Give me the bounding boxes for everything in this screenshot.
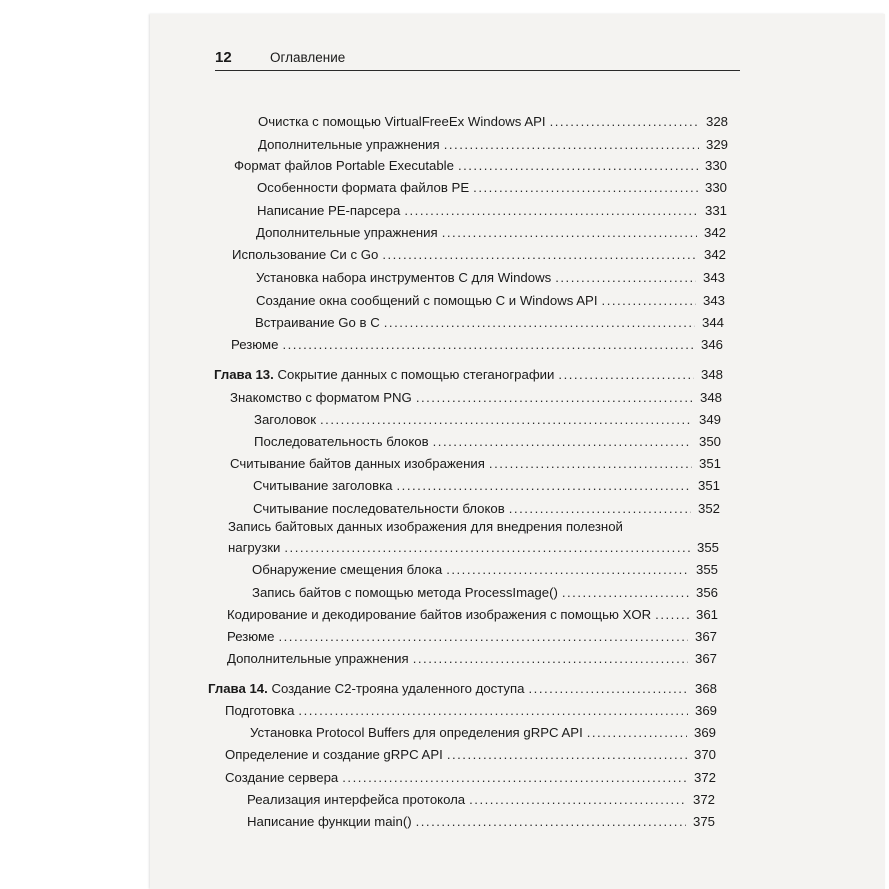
toc-entry-title: Считывание последовательности блоков xyxy=(253,501,505,516)
toc-leader xyxy=(397,478,692,494)
toc-entry-title: Заголовок xyxy=(254,412,317,427)
toc-entry-page: 375 xyxy=(692,814,715,829)
toc-entry-title: Создание сервера xyxy=(225,770,339,785)
toc-entry-title: Установка набора инструментов C для Windows xyxy=(256,270,552,285)
toc-entry xyxy=(252,581,718,601)
toc-entry-page: 330 xyxy=(704,158,727,173)
toc-entry-page: 372 xyxy=(692,792,715,807)
toc-entry-title: Подготовка xyxy=(225,703,295,718)
toc-entry-page: 370 xyxy=(693,747,716,762)
toc-entry-title: Формат файлов Portable Executable xyxy=(234,158,454,173)
toc-entry-page: 351 xyxy=(697,478,720,493)
toc-entry-page: 367 xyxy=(694,629,717,644)
toc-entry-page: 351 xyxy=(698,456,721,471)
toc-entry xyxy=(256,266,725,286)
toc-entry-page: 356 xyxy=(695,585,718,600)
toc-entry xyxy=(250,721,716,741)
toc-entry-page: 331 xyxy=(704,203,727,218)
toc-entry xyxy=(256,289,725,309)
page-header xyxy=(215,48,740,71)
toc-entry xyxy=(234,154,727,174)
toc-leader xyxy=(282,337,694,353)
toc-entry-page: 372 xyxy=(693,770,716,785)
toc-leader xyxy=(469,792,686,808)
toc-entry xyxy=(227,603,718,623)
toc-entry-page: 343 xyxy=(702,270,725,285)
toc-entry-page: 355 xyxy=(695,562,718,577)
toc-entry-page: 348 xyxy=(699,390,722,405)
toc-leader xyxy=(447,747,687,763)
toc-entry xyxy=(257,176,727,196)
toc-leader xyxy=(278,629,688,645)
toc-leader xyxy=(489,456,692,472)
toc-entry-page: 344 xyxy=(701,315,724,330)
toc-entry-title-line1: Запись байтовых данных изображения для внедрения полезной xyxy=(228,519,623,534)
chapter-label: Глава 13. xyxy=(214,367,274,382)
toc-leader xyxy=(446,562,689,578)
toc-leader xyxy=(602,293,696,309)
toc-entry-page: 369 xyxy=(694,703,717,718)
toc-leader xyxy=(284,540,690,556)
toc-entry xyxy=(225,766,716,786)
running-title: Оглавление xyxy=(270,50,346,65)
toc-entry-title: Считывание байтов данных изображения xyxy=(230,456,485,471)
toc-entry-title xyxy=(214,367,554,383)
toc-entry-title: Особенности формата файлов PE xyxy=(257,180,470,195)
toc-entry-page: 367 xyxy=(694,651,717,666)
toc-leader xyxy=(416,814,686,830)
toc-entry-title: Резюме xyxy=(227,629,275,644)
toc-entry xyxy=(230,452,721,472)
toc-leader xyxy=(416,390,693,406)
toc-entry xyxy=(227,625,717,645)
toc-leader xyxy=(342,770,687,786)
toc-entry-page: 361 xyxy=(695,607,718,622)
toc-leader xyxy=(550,114,699,130)
toc-leader xyxy=(444,137,699,153)
toc-entry xyxy=(258,110,728,130)
toc-entry-title: Очистка с помощью VirtualFreeEx Windows API xyxy=(258,114,546,129)
toc-entry xyxy=(231,333,723,353)
toc-entry-page: 342 xyxy=(703,247,726,262)
toc-entry-title: Кодирование и декодирование байтов изображения с помощью XOR xyxy=(227,607,652,622)
toc-leader xyxy=(458,158,698,174)
toc-entry xyxy=(254,430,721,450)
toc-leader xyxy=(320,412,692,428)
toc-entry xyxy=(247,810,715,830)
toc-entry-page: 348 xyxy=(700,367,723,382)
toc-entry-title: Считывание заголовка xyxy=(253,478,393,493)
toc-entry-title: Обнаружение смещения блока xyxy=(252,562,443,577)
toc-entry-page: 342 xyxy=(703,225,726,240)
toc-entry xyxy=(228,536,719,556)
toc-entry-title: Установка Protocol Buffers для определения gRPC API xyxy=(250,725,583,740)
toc-entry-title: Написание функции main() xyxy=(247,814,412,829)
toc-entry-title: Дополнительные упражнения xyxy=(256,225,438,240)
toc-leader xyxy=(298,703,688,719)
toc-entry-title: Создание окна сообщений с помощью C и Windows API xyxy=(256,293,598,308)
toc-leader xyxy=(404,203,698,219)
toc-entry-page: 369 xyxy=(693,725,716,740)
toc-leader xyxy=(413,651,688,667)
toc-chapter-entry xyxy=(214,363,723,383)
toc-entry-title: Дополнительные упражнения xyxy=(258,137,440,152)
toc-entry xyxy=(256,221,726,241)
chapter-title: Сокрытие данных с помощью стеганографии xyxy=(277,367,555,382)
toc-entry-title: Реализация интерфейса протокола xyxy=(247,792,466,807)
toc-entry xyxy=(257,199,727,219)
toc-leader xyxy=(558,367,694,383)
toc-entry-title: Последовательность блоков xyxy=(254,434,429,449)
toc-entry xyxy=(232,243,726,263)
chapter-title: Создание С2-трояна удаленного доступа xyxy=(271,681,525,696)
toc-leader xyxy=(529,681,688,697)
toc-leader xyxy=(382,247,697,263)
toc-entry-page: 350 xyxy=(698,434,721,449)
toc-entry-title: Определение и создание gRPC API xyxy=(225,747,443,762)
toc-entry-title: Написание PE-парсера xyxy=(257,203,401,218)
toc-leader xyxy=(562,585,689,601)
toc-entry xyxy=(254,408,721,428)
toc-leader xyxy=(655,607,689,623)
toc-entry xyxy=(225,699,717,719)
toc-entry-page: 343 xyxy=(702,293,725,308)
toc-leader xyxy=(384,315,695,331)
toc-entry-title: Встраивание Go в C xyxy=(255,315,380,330)
toc-entry-title: Дополнительные упражнения xyxy=(227,651,409,666)
toc-leader xyxy=(473,180,698,196)
toc-entry-page: 329 xyxy=(705,137,728,152)
toc-entry xyxy=(258,133,728,153)
toc-entry-page: 368 xyxy=(694,681,717,696)
toc-entry-page: 349 xyxy=(698,412,721,427)
toc-chapter-entry xyxy=(208,677,717,697)
toc-entry-title: нагрузки xyxy=(228,540,281,555)
toc-leader xyxy=(433,434,692,450)
toc-entry-title xyxy=(208,681,525,697)
page-number: 12 xyxy=(215,49,232,66)
toc-entry xyxy=(255,311,724,331)
toc-entry xyxy=(230,386,722,406)
toc-leader xyxy=(509,501,691,517)
toc-leader xyxy=(587,725,687,741)
toc-entry-page: 355 xyxy=(696,540,719,555)
toc-entry-page: 352 xyxy=(697,501,720,516)
toc-entry xyxy=(225,743,716,763)
toc-entry xyxy=(247,788,715,808)
toc-leader xyxy=(442,225,697,241)
toc-entry-page: 328 xyxy=(705,114,728,129)
toc-entry-title: Использование Си с Go xyxy=(232,247,379,262)
chapter-label: Глава 14. xyxy=(208,681,268,696)
toc-entry-title: Знакомство с форматом PNG xyxy=(230,390,412,405)
toc-entry xyxy=(252,558,718,578)
toc-entry xyxy=(227,647,717,667)
toc-leader xyxy=(555,270,696,286)
toc-entry-title: Резюме xyxy=(231,337,279,352)
toc-entry-title: Запись байтов с помощью метода ProcessImage() xyxy=(252,585,558,600)
toc-entry xyxy=(253,474,720,494)
toc-entry-page: 346 xyxy=(700,337,723,352)
toc-entry xyxy=(253,497,720,517)
toc-entry-page: 330 xyxy=(704,180,727,195)
